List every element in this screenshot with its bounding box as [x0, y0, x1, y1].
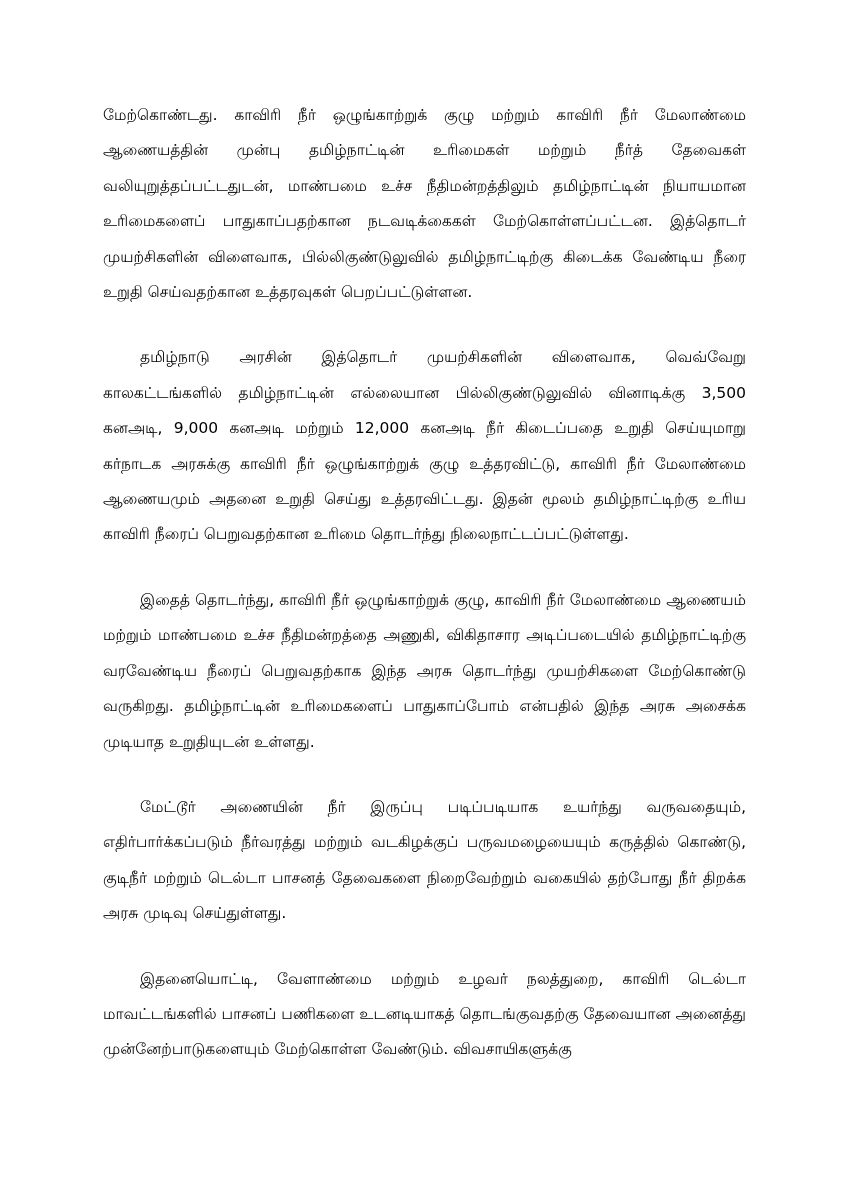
paragraph-5: இதனையொட்டி, வேளாண்மை மற்றும் உழவர் நலத்துறை, காவிரி டெல்டா மாவட்டங்களில் பாசனப் பணிகளை உடனடியாகத் தொடங்குவதற்கு தேவையான அனைத்து முன்னேற்பாடுகளையும் மேற்கொள்ள வேண்டும். விவசாயிகளுக்கு: [103, 969, 746, 1059]
document-body: [103, 98, 746, 1068]
paragraph-2: தமிழ்நாடு அரசின் இத்தொடர் முயற்சிகளின் விளைவாக, வெவ்வேறு காலகட்டங்களில் தமிழ்நாட்டின் எல்லையான பில்லிகுண்டுலுவில் வினாடிக்கு 3,500 கனஅடி, 9,000 கனஅடி மற்றும் 12,000 கனஅடி நீர் கிடைப்பதை உறுதி செய்யுமாறு கர்நாடக அரசுக்கு காவிரி நீர் ஒழுங்காற்றுக் குழு உத்தரவிட்டு, காவிரி நீர் மேலாண்மை ஆணையமும் அதனை உறுதி செய்து உத்தரவிட்டது. இதன் மூலம் தமிழ்நாட்டிற்கு உரிய காவிரி நீரைப் பெறுவதற்கான உரிமை தொடர்ந்து நிலைநாட்டப்பட்டுள்ளது.: [103, 348, 746, 544]
paragraph-4: மேட்டூர் அணையின் நீர் இருப்பு படிப்படியாக உயர்ந்து வருவதையும், எதிர்பார்க்கப்படும் நீர்வரத்து மற்றும் வடகிழக்குப் பருவமழையையும் கருத்தில் கொண்டு, குடிநீர் மற்றும் டெல்டா பாசனத் தேவைகளை நிறைவேற்றும் வகையில் தற்போது நீர் திறக்க அரசு முடிவு செய்துள்ளது.: [103, 797, 746, 923]
paragraph-1: மேற்கொண்டது. காவிரி நீர் ஒழுங்காற்றுக் குழு மற்றும் காவிரி நீர் மேலாண்மை ஆணையத்தின் முன்பு தமிழ்நாட்டின் உரிமைகள் மற்றும் நீர்த் தேவைகள் வலியுறுத்தப்பட்டதுடன், மாண்பமை உச்ச நீதிமன்றத்திலும் தமிழ்நாட்டின் நியாயமான உரிமைகளைப் பாதுகாப்பதற்கான நடவடிக்கைகள் மேற்கொள்ளப்பட்டன. இத்தொடர் முயற்சிகளின் விளைவாக, பில்லிகுண்டுலுவில் தமிழ்நாட்டிற்கு கிடைக்க வேண்டிய நீரை உறுதி செய்வதற்கான உத்தரவுகள் பெறப்பட்டுள்ளன.: [103, 106, 746, 302]
paragraph-3: இதைத் தொடர்ந்து, காவிரி நீர் ஒழுங்காற்றுக் குழு, காவிரி நீர் மேலாண்மை ஆணையம் மற்றும் மாண்பமை உச்ச நீதிமன்றத்தை அணுகி, விகிதாசார அடிப்படையில் தமிழ்நாட்டிற்கு வரவேண்டிய நீரைப் பெறுவதற்காக இந்த அரசு தொடர்ந்து முயற்சிகளை மேற்கொண்டு வருகிறது. தமிழ்நாட்டின் உரிமைகளைப் பாதுகாப்போம் என்பதில் இந்த அரசு அசைக்க முடியாத உறுதியுடன் உள்ளது.: [103, 590, 746, 751]
